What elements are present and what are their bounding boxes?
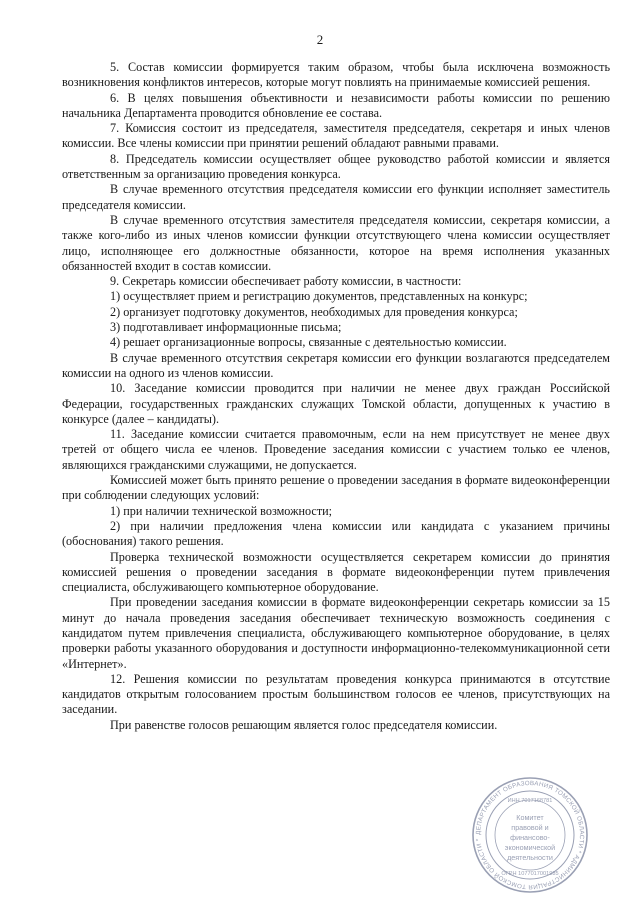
paragraph-12-tie: При равенстве голосов решающим является голос председателя комиссии. — [110, 717, 498, 732]
seal-line-2: правовой и — [511, 823, 549, 832]
paragraph-12: 12. Решения комиссии по результатам проведения конкурса принимаются в отсутствие кандидатов открытым голосованием простым большинством голосов ее членов, присутствующих на заседании. — [62, 671, 610, 717]
paragraph-7: 7. Комиссия состоит из председателя, заместителя председателя, секретаря и иных членов комиссии. Все члены комиссии при принятии решений обладают равными правами. — [62, 121, 610, 151]
paragraph-6: 6. В целях повышения объективности и независимости работы комиссии по решению начальника Департамента проводится обновление ее состава. — [62, 90, 610, 120]
seal-line-3: финансово- — [510, 833, 550, 842]
list-item-9-3: 3) подготавливает информационные письма; — [110, 320, 342, 335]
seal-ring-textpath: ДЕПАРТАМЕНТ ОБРАЗОВАНИЯ ТОМСКОЙ ОБЛАСТИ * АДМИНИСТРАЦИЯ ТОМСКОЙ ОБЛАСТИ * — [474, 779, 586, 891]
paragraph-11-check: Проверка технической возможности осуществляется секретарем комиссии до принятия комиссией решения о проведении заседания в формате видеоконференции путем привлечения специалиста, обслуживающего компьютерное оборудование. — [62, 549, 610, 595]
list-item-11-1: 1) при наличии технической возможности; — [110, 503, 333, 518]
list-item-9-1: 1) осуществляет прием и регистрацию документов, представленных на конкурс; — [110, 289, 528, 304]
list-item-9-4: 4) решает организационные вопросы, связанные с деятельностью комиссии. — [110, 335, 507, 350]
official-seal — [470, 775, 590, 895]
paragraph-11-video: Комиссией может быть принято решение о проведении заседания в формате видеоконференции при соблюдении следующих условий: — [62, 473, 610, 503]
paragraph-8: 8. Председатель комиссии осуществляет общее руководство работой комиссии и является ответственным за организацию проведения конкурса. — [62, 151, 610, 182]
paragraph-10: 10. Заседание комиссии проводится при наличии не менее двух граждан Российской Федерации, государственных гражданских служащих Томской области, допущенных к участию в конкурсе (далее – кандидаты). — [62, 381, 610, 426]
list-item-11-2: 2) при наличии предложения члена комиссии или кандидата с указанием причины (обоснования) такого решения. — [62, 518, 610, 549]
seal-inn: ИНН 7017168781 — [507, 798, 553, 804]
seal-line-4: экономической — [504, 843, 556, 852]
seal-ogrn: ОГРН 1077017001985 — [501, 871, 559, 877]
seal-line-1: Комитет — [516, 813, 544, 822]
seal-line-5: деятельности — [507, 853, 553, 862]
page-number: 2 — [316, 32, 324, 47]
paragraph-5: 5. Состав комиссии формируется таким образом, чтобы была исключена возможность возникновения конфликтов интересов, которые могут повлиять на принимаемые комиссией решения. — [62, 60, 610, 90]
paragraph-11-connection: При проведении заседания комиссии в формате видеоконференции секретарь комиссии за 15 минут до начала проведения заседания обеспечивает техническую возможность соединения с кандидатом путем привлечения специалиста, обслуживающего компьютерное оборудование, в целях проверки работы указанного оборудования и доступности информационно-телекоммуникационной сети «Интернет». — [62, 595, 610, 671]
paragraph-9: 9. Секретарь комиссии обеспечивает работу комиссии, в частности: — [110, 274, 462, 289]
paragraph-9-absence: В случае временного отсутствия секретаря комиссии его функции возлагаются председателем комиссии на одного из членов комиссии. — [62, 350, 610, 380]
paragraph-11: 11. Заседание комиссии считается правомочным, если на нем присутствует не менее двух третей от общего числа ее членов. Проведение заседания комиссии с участием только ее членов, являющихся гражданскими служащими, не допускается. — [62, 427, 610, 472]
list-item-9-2: 2) организует подготовку документов, необходимых для проведения конкурса; — [110, 304, 518, 319]
paragraph-8-deputy: В случае временного отсутствия председателя комиссии его функции исполняет заместитель председателя комиссии. — [62, 182, 610, 212]
paragraph-8-absence: В случае временного отсутствия заместителя председателя комиссии, секретаря комиссии, а также кого-либо из иных членов комиссии функции отсутствующего члена комиссии осуществляет лицо, исполняющее его должностные обязанности, которое на время исполнения указанных обязанностей входит в состав комиссии. — [62, 212, 610, 273]
document-body — [62, 60, 610, 733]
